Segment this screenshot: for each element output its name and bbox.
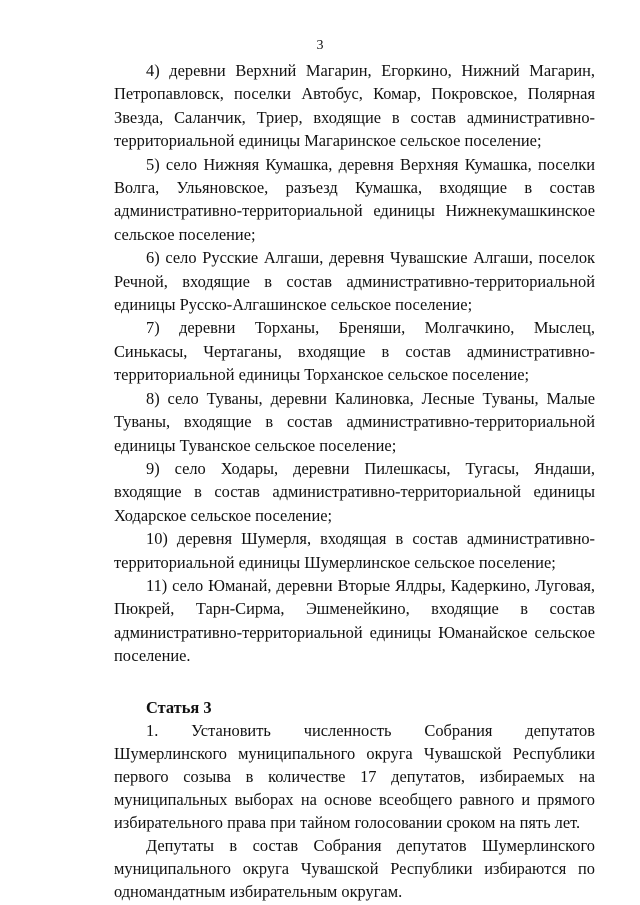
document-body [114, 59, 595, 903]
list-item: 8) село Туваны, деревни Калиновка, Лесные Туваны, Малые Туваны, входящие в состав административно-территориальной единицы Туванское сельское поселение; [114, 388, 595, 455]
list-item: 4) деревни Верхний Магарин, Егоркино, Нижний Магарин, Петропавловск, поселки Автобус, Комар, Покровское, Полярная Звезда, Саланчик, Триер, входящие в состав административно-территориальной единицы Магаринское сельское поселение; [114, 61, 595, 151]
page-number: 3 [316, 38, 324, 53]
list-item: 7) деревни Торханы, Бреняши, Молгачкино, Мыслец, Синькасы, Чертаганы, входящие в состав административно-территориальной единицы Торханское сельское поселение; [114, 318, 595, 385]
list-item: 10) деревня Шумерля, входящая в состав административно-территориальной единицы Шумерлинское сельское поселение; [114, 529, 595, 572]
article-paragraph: Депутаты в состав Собрания депутатов Шумерлинского муниципального округа Чувашской Республики избираются по одномандатным избирательным округам. [114, 835, 595, 901]
article-paragraph: 1. Установить численность Собрания депутатов Шумерлинского муниципального округа Чувашской Республики первого созыва в количестве 17 депутатов, избираемых на муниципальных выборах на основе всеобщего равного и прямого избирательного права при тайном голосовании сроком на пять лет. [114, 720, 595, 832]
list-item: 5) село Нижняя Кумашка, деревня Верхняя Кумашка, поселки Волга, Ульяновское, разъезд Кумашка, входящие в состав административно-территориальной единицы Нижнекумашкинское сельское поселение; [114, 154, 595, 244]
list-item: 9) село Ходары, деревни Пилешкасы, Тугасы, Яндаши, входящие в состав административно-территориальной единицы Ходарское сельское поселение; [114, 458, 595, 525]
list-item: 11) село Юманай, деревни Вторые Ялдры, Кадеркино, Луговая, Пюкрей, Тарн-Сирма, Эшменейкино, входящие в состав административно-территориальной единицы Юманайское сельское поселение. [114, 575, 595, 666]
article-heading: Статья 3 [146, 697, 212, 717]
list-item: 6) село Русские Алгаши, деревня Чувашские Алгаши, поселок Речной, входящие в состав административно-территориальной единицы Русско-Алгашинское сельское поселение; [114, 248, 595, 315]
